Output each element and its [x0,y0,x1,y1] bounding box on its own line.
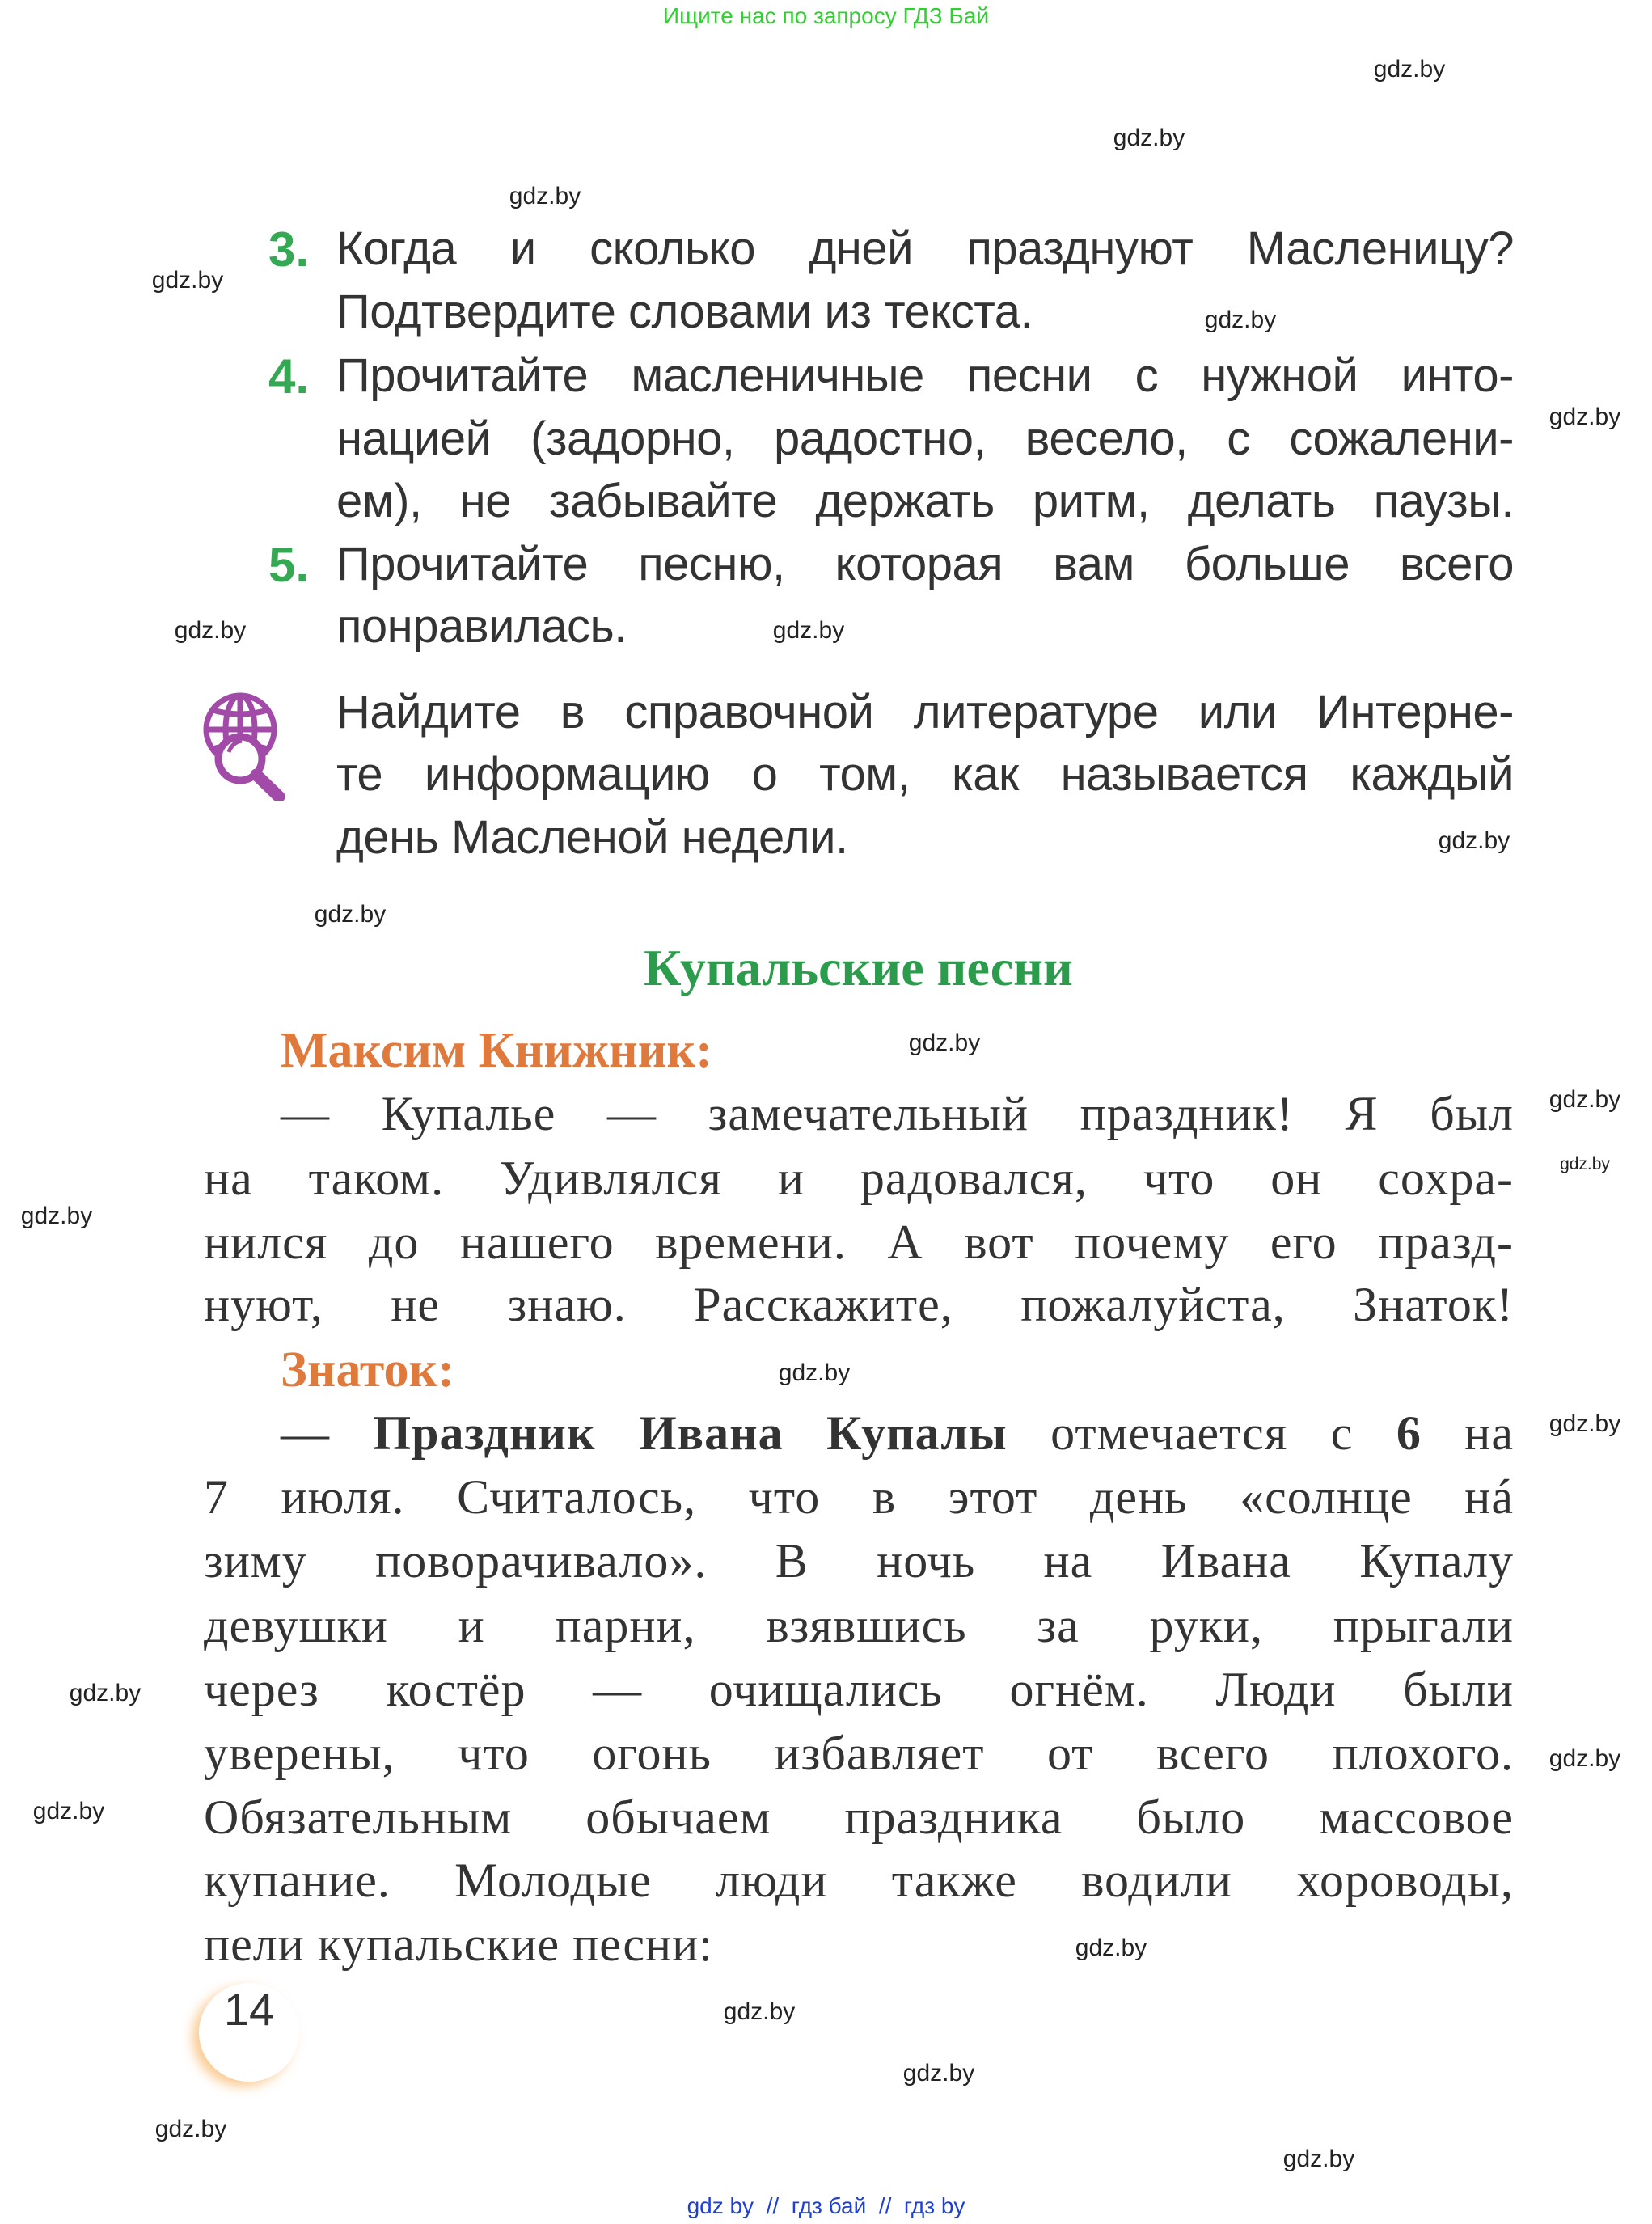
watermark: gdz.by [1548,404,1621,430]
watermark: gdz.by [908,1030,981,1056]
watermark: gdz.by [1548,1410,1621,1437]
dialog-line: нился до нашего времени. А вот почему его празд- [204,1216,1514,1269]
dialog-line: 7 июля. Считалось, что в этот день «солнце нá [204,1470,1514,1524]
dialog-line: Обязательным обычаем праздника было массовое [204,1791,1514,1844]
dialog-line: пели купальские песни: [204,1917,713,1971]
text: на [1464,1406,1514,1460]
question-number: 4. [268,349,310,404]
watermark: gdz.by [20,1203,93,1229]
dialog-line [281,1406,1514,1469]
dialog-line: девушки и парни, взявшись за руки, прыгали [204,1599,1514,1652]
dialog-line: нуют, не знаю. Расскажите, пожалуйста, Знаток! [204,1278,1514,1331]
watermark: gdz.by [778,1359,851,1386]
watermark: gdz.by [1548,1086,1621,1113]
question-line: Прочитайте масленичные песни с нужной инто- [336,349,1514,402]
question-line: ем), не забывайте держать ритм, делать паузы. [336,475,1514,527]
watermark: gdz.by [1075,1934,1147,1961]
speaker-name: Максим Книжник: [281,1023,712,1078]
watermark: gdz.by [1204,307,1277,333]
watermark: gdz.by [174,617,247,644]
bold-term: Праздник Ивана Купалы [373,1406,1008,1460]
watermark: gdz.by [32,1798,105,1824]
question-number: 3. [268,222,310,277]
speaker-name: Знаток: [281,1342,454,1397]
dialog-line: на таком. Удивлялся и радовался, что он сохра- [204,1152,1514,1205]
search-task-line: день Масленой недели. [336,811,848,864]
page-number: 14 [199,1983,299,2082]
watermark: gdz.by [1113,125,1185,151]
watermark: gdz.by [314,901,387,928]
watermark: gdz.by [1548,1745,1621,1772]
watermark: gdz.by [723,1998,796,2025]
watermark: gdz.by [1438,827,1510,854]
dialog-line: зиму поворачивало». В ночь на Ивана Купалу [204,1534,1514,1588]
dialog-line: через костёр — очищались огнём. Люди были [204,1663,1514,1716]
search-task-line: Найдите в справочной литературе или Интерне- [336,686,1514,738]
globe-search-icon [198,687,287,801]
watermark: gdz.by [69,1680,142,1706]
question-line: нацией (задорно, радостно, весело, с сожалени- [336,412,1514,465]
bold-number: 6 [1396,1406,1422,1460]
text: отмечается с [1050,1406,1354,1460]
question-line: Когда и сколько дней празднуют Масленицу? [336,222,1514,275]
watermark: gdz.by [1373,56,1446,82]
watermark: gdz.by [154,2116,227,2142]
search-task-line: те информацию о том, как называется каждый [336,748,1514,801]
dialog-line: купание. Молодые люди также водили хороводы, [204,1854,1514,1907]
dialog-line: уверены, что огонь избавляет от всего плохого. [204,1727,1514,1780]
watermark: gdz.by [151,267,224,294]
dash: — [281,1406,330,1460]
question-line: Подтвердите словами из текста. [336,285,1033,338]
question-line: Прочитайте песню, которая вам больше всего [336,538,1514,590]
watermark: gdz.by [772,617,845,644]
question-line: понравилась. [336,600,627,653]
top-banner[interactable]: Ищите нас по запросу ГДЗ Бай [662,3,990,28]
watermark: gdz.by [1282,2146,1355,2172]
dialog-line: — Купалье — замечательный праздник! Я был [281,1087,1514,1140]
watermark: gdz.by [902,2060,975,2087]
footer-links[interactable]: gdz by // гдз бай // гдз by [687,2193,965,2218]
watermark: gdz.by [1560,1155,1610,1173]
section-heading: Купальские песни [644,939,1073,996]
question-number: 5. [268,538,310,592]
watermark: gdz.by [509,183,581,209]
